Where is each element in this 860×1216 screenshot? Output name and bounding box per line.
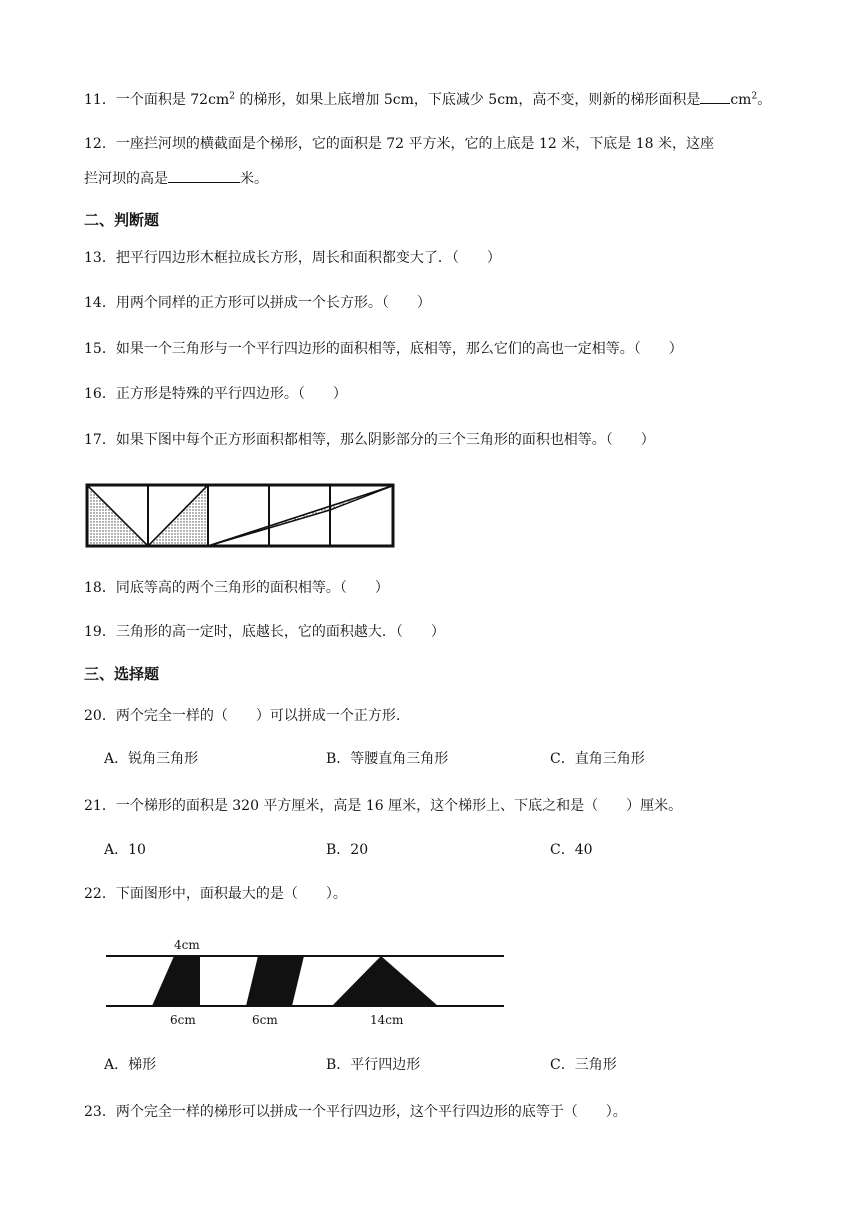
option-c[interactable]: C．直角三角形 (550, 751, 645, 767)
option-b[interactable]: B．等腰直角三角形 (326, 751, 449, 767)
question-21: 21．一个梯形的面积是 320 平方厘米，高是 16 厘米，这个梯形上、下底之和是（ ）厘米。 (84, 798, 683, 814)
parallelogram-shape (246, 956, 304, 1006)
option-c[interactable]: C．三角形 (550, 1057, 617, 1073)
q17-squares-figure (84, 482, 398, 550)
option-b[interactable]: B．20 (326, 842, 369, 858)
option-a[interactable]: A．10 (104, 842, 146, 858)
label-bottom-14cm: 14cm (370, 1013, 404, 1027)
q11-end: 。 (757, 92, 772, 108)
trapezoid-shape (152, 956, 200, 1006)
triangle-shape (332, 956, 438, 1006)
question-11 (84, 89, 771, 110)
question-19: 19．三角形的高一定时，底越长，它的面积越大．（ ） (84, 624, 445, 640)
question-14: 14．用两个同样的正方形可以拼成一个长方形。（ ） (84, 295, 431, 311)
question-12-line1: 12．一座拦河坝的横截面是个梯形，它的面积是 72 平方米，它的上底是 12 米，下底是 18 米，这座 (84, 136, 714, 152)
q11-sup: 2 (229, 91, 235, 102)
answer-blank[interactable] (700, 89, 730, 104)
question-20: 20．两个完全一样的（ ）可以拼成一个正方形. (84, 708, 401, 724)
question-23: 23．两个完全一样的梯形可以拼成一个平行四边形，这个平行四边形的底等于（ ）。 (84, 1104, 627, 1120)
option-b[interactable]: B．平行四边形 (326, 1057, 421, 1073)
label-top-4cm: 4cm (174, 938, 200, 952)
question-12-line2 (84, 168, 268, 189)
q12-text-pre: 拦河坝的高是 (84, 171, 168, 187)
question-18: 18．同底等高的两个三角形的面积相等。（ ） (84, 580, 389, 596)
label-bottom-6cm-2: 6cm (252, 1013, 278, 1027)
label-bottom-6cm-1: 6cm (170, 1013, 196, 1027)
question-15: 15．如果一个三角形与一个平行四边形的面积相等，底相等，那么它们的高也一定相等。（ ） (84, 341, 683, 357)
option-c[interactable]: C．40 (550, 842, 593, 858)
question-13: 13．把平行四边形木框拉成长方形，周长和面积都变大了．（ ） (84, 250, 501, 266)
q22-shapes-figure (106, 934, 506, 1030)
q11-unit: cm (730, 92, 752, 108)
q11-unit-sup: 2 (751, 91, 758, 102)
answer-blank[interactable] (168, 168, 240, 183)
q12-text-post: 米。 (240, 171, 268, 187)
option-a[interactable]: A．锐角三角形 (104, 751, 199, 767)
q11-text-pre: 11．一个面积是 72cm (84, 92, 230, 108)
question-22: 22．下面图形中，面积最大的是（ ）。 (84, 886, 347, 902)
question-16: 16．正方形是特殊的平行四边形。（ ） (84, 386, 347, 402)
option-a[interactable]: A．梯形 (104, 1057, 157, 1073)
section-heading-choice: 三、选择题 (84, 665, 160, 683)
q11-text-mid: 的梯形，如果上底增加 5cm，下底减少 5cm，高不变，则新的梯形面积是 (234, 92, 701, 108)
question-17: 17．如果下图中每个正方形面积都相等，那么阴影部分的三个三角形的面积也相等。（ ） (84, 432, 655, 448)
section-heading-judgement: 二、判断题 (84, 211, 160, 229)
